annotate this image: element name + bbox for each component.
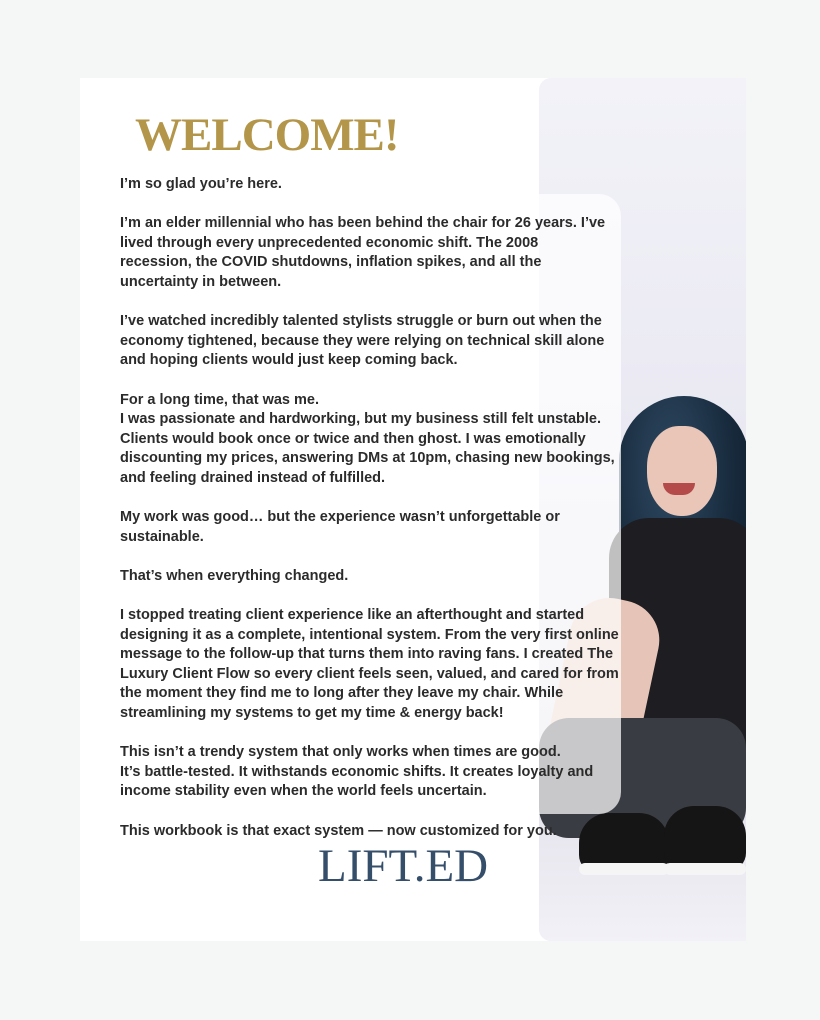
letter-line: My work was good… but the experience wasn’t unforgettable or [120, 509, 560, 526]
letter-line: economy tightened, because they were relying on technical skill alone [120, 332, 605, 349]
letter-paragraph [120, 822, 620, 842]
letter-line: and feeling drained instead of fulfilled. [120, 469, 386, 486]
letter-line: That’s when everything changed. [120, 567, 349, 584]
letter-line: the moment they find me to long after they leave my chair. While [120, 685, 564, 702]
letter-line: This workbook is that exact system — now customized for you. [120, 822, 557, 839]
letter-line: income stability even when the world feels uncertain. [120, 783, 487, 800]
letter-line: I’m so glad you’re here. [120, 176, 282, 192]
letter-line: I’ve watched incredibly talented stylists struggle or burn out when the [120, 313, 602, 330]
letter-paragraph [120, 175, 620, 195]
letter-line: sustainable. [120, 528, 204, 545]
workbook-page [80, 78, 746, 941]
letter-line: recession, the COVID shutdowns, inflation spikes, and all the [120, 254, 542, 271]
letter-line: I stopped treating client experience like an afterthought and started [120, 607, 585, 624]
letter-line: lived through every unprecedented economic shift. The 2008 [120, 234, 539, 251]
letter-paragraph [120, 391, 620, 489]
brand-logo: LIFT.ED [318, 840, 489, 892]
letter-line: For a long time, that was me. [120, 391, 320, 408]
page-title: WELCOME! [135, 109, 399, 161]
letter-line: I’m an elder millennial who has been behind the chair for 26 years. I’ve [120, 215, 606, 232]
letter-line: uncertainty in between. [120, 273, 282, 290]
letter-line: Luxury Client Flow so every client feels seen, valued, and cared for from [120, 665, 619, 682]
letter-paragraph [120, 606, 620, 724]
letter-paragraph [120, 508, 620, 547]
letter-paragraph [120, 312, 620, 371]
letter-line: I was passionate and hardworking, but my business still felt unstable. [120, 411, 602, 428]
welcome-letter [120, 175, 620, 861]
letter-paragraph [120, 214, 620, 292]
letter-line: It’s battle-tested. It withstands economic shifts. It creates loyalty and [120, 763, 594, 780]
letter-line: Clients would book once or twice and then ghost. I was emotionally [120, 430, 586, 447]
letter-paragraph [120, 567, 620, 587]
letter-line: and hoping clients would just keep coming back. [120, 352, 458, 369]
letter-paragraph [120, 743, 620, 802]
letter-line: This isn’t a trendy system that only works when times are good. [120, 744, 561, 761]
letter-line: discounting my prices, answering DMs at 10pm, chasing new bookings, [120, 450, 615, 467]
letter-line: designing it as a complete, intentional system. From the very first online [120, 626, 619, 643]
letter-line: streamlining my systems to get my time & energy back! [120, 705, 504, 722]
letter-line: message to the follow-up that turns them into raving fans. I created The [120, 646, 614, 663]
